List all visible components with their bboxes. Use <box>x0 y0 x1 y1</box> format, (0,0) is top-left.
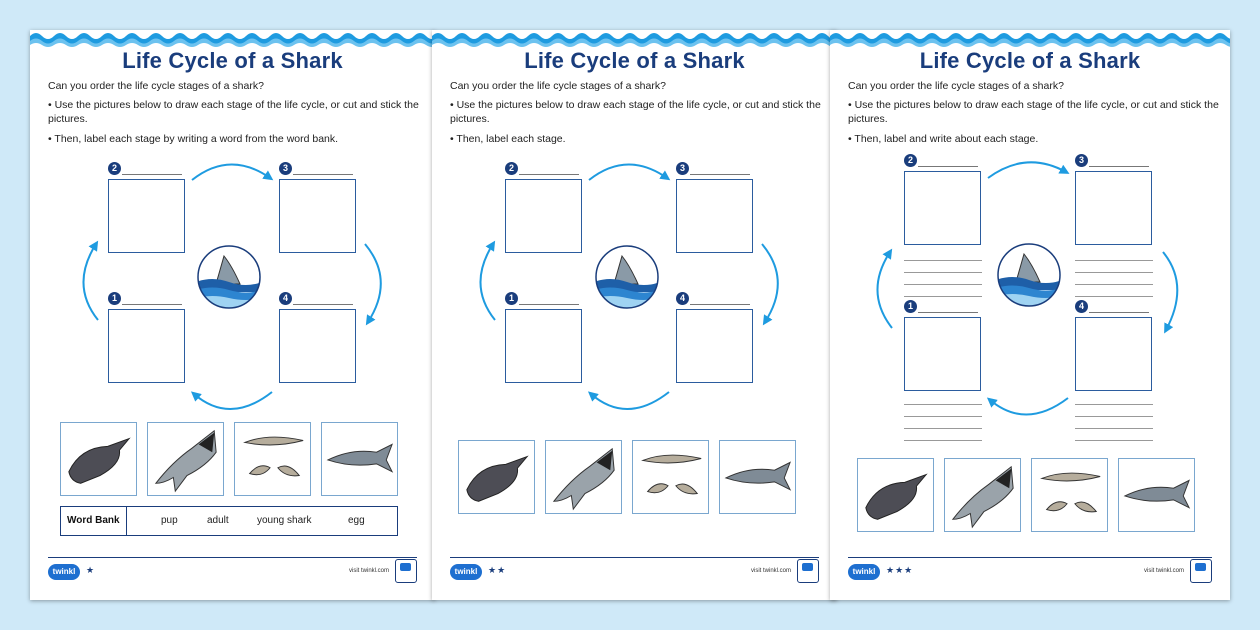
stage-number-3: 3 <box>1075 154 1088 167</box>
word-bank-title: Word Bank <box>61 507 127 535</box>
stage-number-3: 3 <box>676 162 689 175</box>
cycle-arrows <box>830 30 1230 450</box>
stage-number-1: 1 <box>904 300 917 313</box>
cycle-arrow <box>365 244 381 322</box>
instruction-bullet-2: • Then, label and write about each stage. <box>848 133 1039 145</box>
cycle-arrow <box>988 162 1066 178</box>
worksheet-1 <box>30 30 435 600</box>
difficulty-stars: ★★ <box>488 565 507 575</box>
worksheet-2 <box>432 30 837 600</box>
stage-number-4: 4 <box>1075 300 1088 313</box>
question-text: Can you order the life cycle stages of a shark? <box>450 80 666 92</box>
twinkl-logo: twinkl <box>848 564 880 580</box>
instruction-bullet-2: • Then, label each stage by writing a word from the word bank. <box>48 133 339 145</box>
instruction-bullet-1: • Use the pictures below to draw each stage of the life cycle, or cut and stick the pictures. <box>450 99 821 125</box>
young-sharks-picture[interactable] <box>1031 458 1108 532</box>
stage-number-1: 1 <box>505 292 518 305</box>
stage-number-2: 2 <box>505 162 518 175</box>
difficulty-stars: ★★★ <box>886 565 914 575</box>
visit-link[interactable]: visit twinkl.com <box>348 568 389 574</box>
cycle-arrow <box>194 392 272 409</box>
egg-case-picture[interactable] <box>458 440 535 514</box>
footer-divider <box>450 557 819 558</box>
stage-number-4: 4 <box>676 292 689 305</box>
worksheet-3 <box>830 30 1230 600</box>
great-white-picture[interactable] <box>944 458 1021 532</box>
instruction-bullet-1: • Use the pictures below to draw each stage of the life cycle, or cut and stick the pictures. <box>48 99 419 125</box>
egg-case-picture[interactable] <box>857 458 934 532</box>
adult-shark-picture[interactable] <box>321 422 398 496</box>
great-white-picture[interactable] <box>147 422 224 496</box>
adult-shark-picture[interactable] <box>719 440 796 514</box>
cycle-arrow <box>762 244 778 322</box>
cycle-arrow <box>591 392 669 409</box>
great-white-picture[interactable] <box>545 440 622 514</box>
adult-shark-picture[interactable] <box>1118 458 1195 532</box>
stage-number-3: 3 <box>279 162 292 175</box>
word-bank-word: adult <box>207 515 229 526</box>
question-text: Can you order the life cycle stages of a shark? <box>48 80 264 92</box>
instruction-bullet-2: • Then, label each stage. <box>450 133 566 145</box>
cycle-arrows <box>30 30 435 430</box>
quality-badge-icon <box>1190 559 1212 583</box>
twinkl-logo: twinkl <box>450 564 482 580</box>
word-bank-word: young shark <box>257 515 312 526</box>
young-sharks-picture[interactable] <box>632 440 709 514</box>
visit-link[interactable]: visit twinkl.com <box>750 568 791 574</box>
cycle-arrow <box>589 164 667 180</box>
visit-link[interactable]: visit twinkl.com <box>1143 568 1184 574</box>
quality-badge-icon <box>797 559 819 583</box>
stage-number-2: 2 <box>108 162 121 175</box>
page-title: Life Cycle of a Shark <box>919 48 1141 73</box>
cycle-arrow <box>192 164 270 180</box>
word-bank-word: pup <box>161 515 178 526</box>
shark-fin-icon <box>996 242 1062 308</box>
stage-number-1: 1 <box>108 292 121 305</box>
quality-badge-icon <box>395 559 417 583</box>
cycle-arrows <box>432 30 837 430</box>
shark-fin-icon <box>196 244 262 310</box>
word-bank <box>60 506 398 536</box>
cycle-arrow <box>1163 252 1177 330</box>
footer-divider <box>848 557 1212 558</box>
cycle-arrow <box>990 398 1068 415</box>
stage-number-2: 2 <box>904 154 917 167</box>
question-text: Can you order the life cycle stages of a shark? <box>848 80 1064 92</box>
footer-divider <box>48 557 417 558</box>
page-title: Life Cycle of a Shark <box>524 48 745 73</box>
difficulty-stars: ★ <box>86 565 96 575</box>
shark-fin-icon <box>594 244 660 310</box>
page-title: Life Cycle of a Shark <box>122 48 343 73</box>
twinkl-logo: twinkl <box>48 564 80 580</box>
cycle-arrow <box>83 244 98 320</box>
stage-number-4: 4 <box>279 292 292 305</box>
egg-case-picture[interactable] <box>60 422 137 496</box>
cycle-arrow <box>480 244 495 320</box>
cycle-arrow <box>877 252 892 328</box>
instruction-bullet-1: • Use the pictures below to draw each stage of the life cycle, or cut and stick the pictures. <box>848 99 1219 125</box>
young-sharks-picture[interactable] <box>234 422 311 496</box>
word-bank-word: egg <box>348 515 365 526</box>
